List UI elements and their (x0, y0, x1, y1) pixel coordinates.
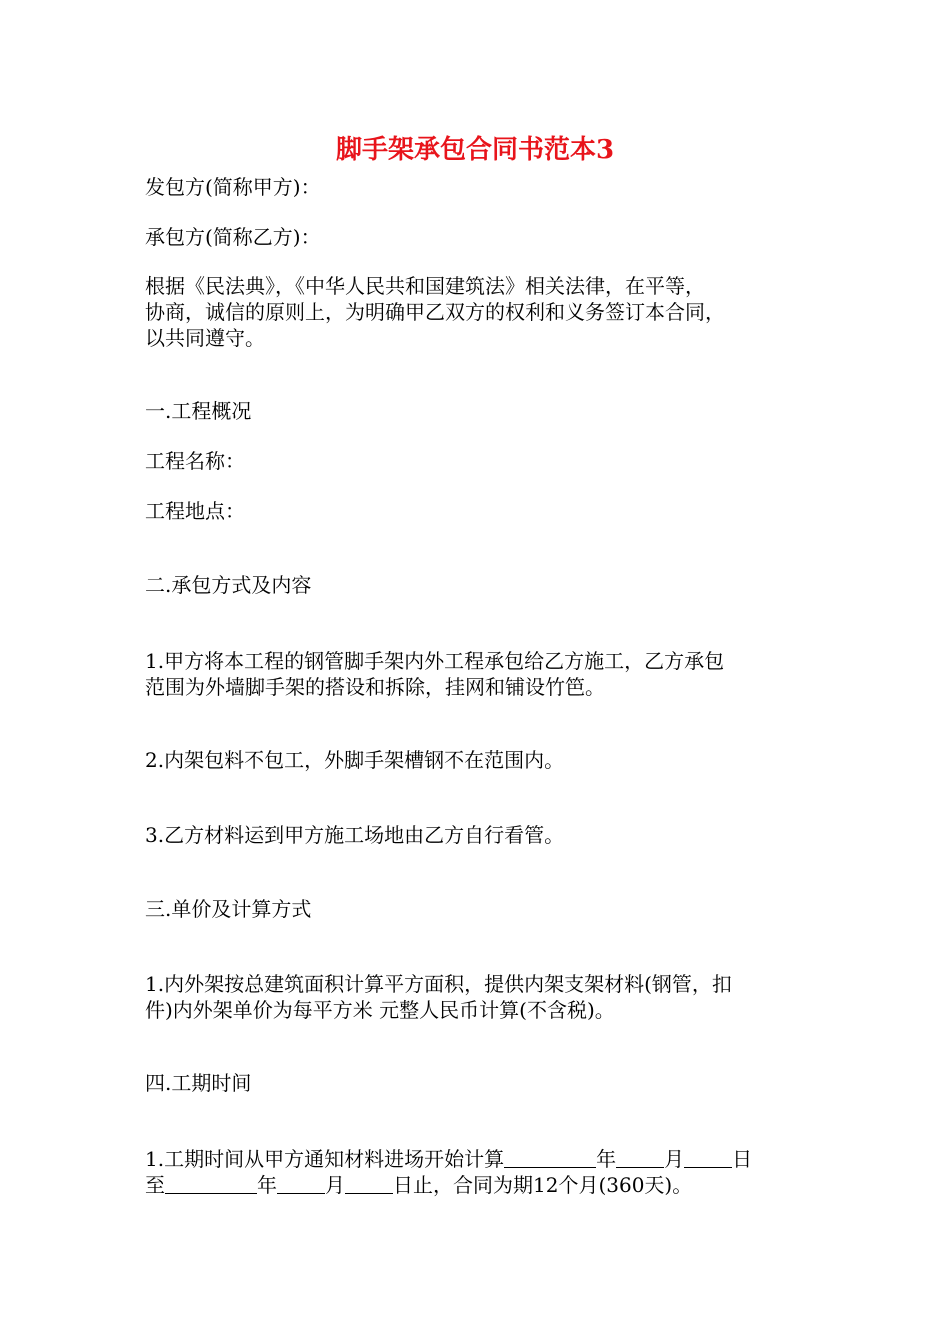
section4-heading: 四.工期时间 (145, 1071, 252, 1095)
section2-item1 (145, 648, 815, 700)
document-title: 脚手架承包合同书范本3 (335, 135, 615, 165)
day-label: 日 (732, 1147, 753, 1171)
blank-day (345, 1173, 393, 1194)
blank-month (616, 1147, 664, 1168)
section3-item1 (145, 971, 815, 1023)
section3-heading: 三.单价及计算方式 (145, 897, 312, 921)
section1-heading: 一.工程概况 (145, 399, 252, 423)
blank-year (504, 1147, 596, 1168)
year-label: 年 (596, 1147, 617, 1171)
blank-year (165, 1173, 257, 1194)
clause-line (145, 1172, 815, 1198)
preamble-line: 以共同遵守。 (145, 326, 265, 350)
party-a-label: 发包方(简称甲方)： (145, 175, 321, 199)
section4-item1 (145, 1146, 815, 1198)
clause-line: 件)内外架单价为每平方米 元整人民币计算(不含税)。 (145, 998, 615, 1022)
period-start-text: 1.工期时间从甲方通知材料进场开始计算 (145, 1147, 505, 1171)
clause-line: 1.甲方将本工程的钢管脚手架内外工程承包给乙方施工，乙方承包 (145, 649, 725, 673)
preamble-line: 协商，诚信的原则上，为明确甲乙双方的权利和义务签订本合同， (145, 300, 725, 324)
clause-line: 1.内外架按总建筑面积计算平方面积，提供内架支架材料(钢管，扣 (145, 972, 732, 996)
month-label: 月 (325, 1173, 345, 1197)
clause-line (145, 1146, 815, 1172)
project-location-label: 工程地点： (145, 499, 245, 523)
section2-heading: 二.承包方式及内容 (145, 573, 312, 597)
to-label: 至 (145, 1173, 165, 1197)
party-b-label: 承包方(简称乙方)： (145, 225, 321, 249)
blank-day (684, 1147, 732, 1168)
preamble-paragraph (145, 273, 815, 351)
section2-item2: 2.内架包料不包工，外脚手架槽钢不在范围内。 (145, 748, 565, 772)
section2-item3: 3.乙方材料运到甲方施工场地由乙方自行看管。 (145, 823, 565, 847)
year-label: 年 (257, 1173, 277, 1197)
period-end-text: 日止，合同为期12个月(360天)。 (393, 1173, 693, 1197)
clause-line: 范围为外墙脚手架的搭设和拆除，挂网和铺设竹笆。 (145, 675, 605, 699)
month-label: 月 (664, 1147, 685, 1171)
blank-month (277, 1173, 325, 1194)
preamble-line: 根据《民法典》，《中华人民共和国建筑法》相关法律，在平等， (145, 274, 705, 298)
project-name-label: 工程名称： (145, 449, 245, 473)
